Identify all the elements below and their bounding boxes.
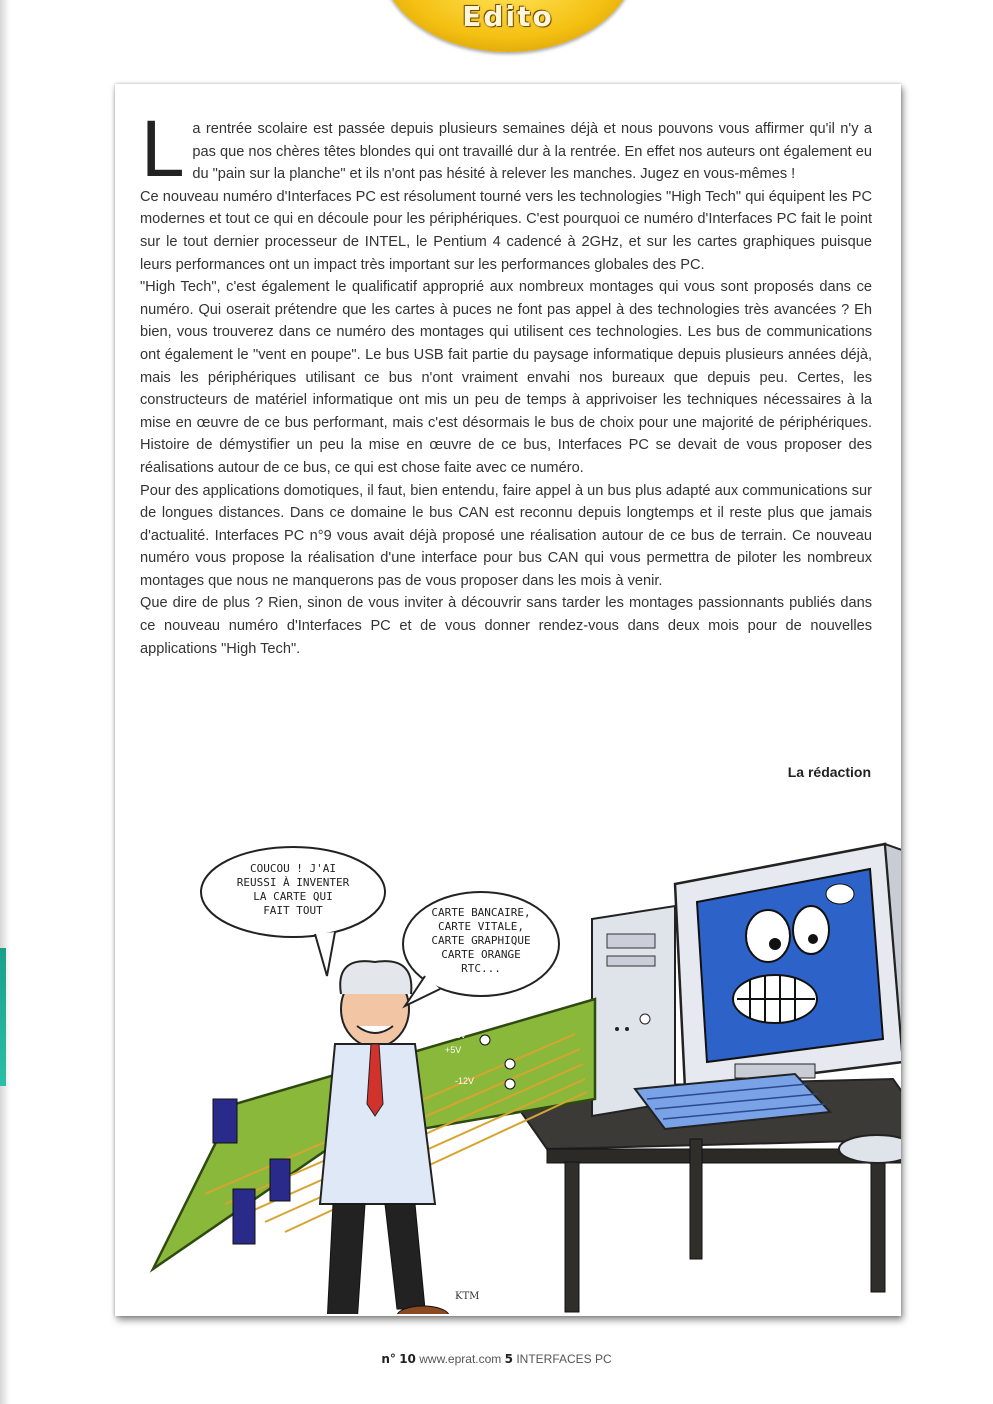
paragraph-text: a rentrée scolaire est passée depuis plusieurs semaines déjà et nous pouvons vous affirmer qu'il n'y a pas que nos chères têtes blondes qui ont travaillé dur à la rentrée. En effet nos auteurs ont également eu du "pain sur la planche" et ils n'ont pas hésité à relever les manches. Jugez en vous-mêmes ! xyxy=(192,121,872,183)
bubble-right-line-5: RTC... xyxy=(461,962,501,975)
article-paragraph-1 xyxy=(140,105,872,194)
magazine-name: INTERFACES PC xyxy=(516,1352,612,1366)
issue-prefix: n° xyxy=(381,1352,396,1366)
bubble-right-line-2: CARTE VITALE, xyxy=(437,920,525,933)
bubble-right-line-1: CARTE BANCAIRE, xyxy=(431,906,531,919)
article-paragraph-3: "High Tech", c'est également le qualificatif approprié aux nombreux montages qui vous sont proposés dans ce numéro. Qui oserait prétendre que les cartes à puces ne font pas appel à des technologies très avancées ? Eh bien, vous trouverez dans ce numéro des montages qui utilisent ces technologies. Les bus de communications ont également le "vent en poupe". Le bus USB fait partie du paysage informatique depuis plusieurs années déjà, mais les périphériques utilisant ce bus n'ont vraiment envahi nos bureaux que depuis peu. Certes, les constructeurs de matériel informatique ont mis un peu de temps à apprivoiser les techniques nécessaires à la mise en œuvre de ce bus performant, mais c'est désormais le bus de choix pour une majorité de périphériques. Histoire de démystifier un peu la mise en œuvre de ce bus, Interfaces PC se devait de vous proposer des réalisations autour de ce bus, ce qui est chose faite avec ce numéro. xyxy=(140,279,872,476)
section-header-tab xyxy=(380,0,636,52)
article-paragraph-4: Pour des applications domotiques, il faut, bien entendu, faire appel à un bus plus adapté aux communications sur de longues distances. Dans ce domaine le bus CAN est reconnu depuis longtemps et il reste plus que jamais d'actualité. Interfaces PC n°9 vous avait déjà proposé une réalisation autour de ce bus de terrain. Ce nouveau numéro vous propose la réalisation d'une interface pour bus CAN qui vous permettra de piloter les nombreux montages que nous ne manquerons pas de vous proposer dans les mois à venir. xyxy=(140,482,872,589)
speech-bubble-inventor xyxy=(201,847,385,976)
page-edge-color-mark xyxy=(0,948,6,1086)
pcb-label-minus-12v: -12V xyxy=(455,1076,475,1086)
bubble-left-line-1: COUCOU ! J'AI xyxy=(249,862,337,875)
monitor xyxy=(675,844,901,1089)
computer-tower xyxy=(592,906,675,1116)
editorial-article xyxy=(140,105,872,660)
cartoon-illustration xyxy=(35,744,901,1314)
bubble-left-line-3: LA CARTE QUI xyxy=(253,890,333,903)
page-number: 5 xyxy=(504,1352,513,1366)
drop-cap: L xyxy=(140,105,183,194)
issue-number: 10 xyxy=(399,1352,416,1366)
bubble-right-line-4: CARTE ORANGE xyxy=(441,948,521,961)
pcb-label-plus-12v: +12V xyxy=(445,1030,467,1040)
bubble-right-line-3: CARTE GRAPHIQUE xyxy=(431,934,531,947)
pcb-label-plus-5v: +5V xyxy=(445,1045,462,1055)
page-gutter-shadow xyxy=(0,0,10,1404)
page-footer xyxy=(0,1352,993,1366)
mouse xyxy=(839,1135,901,1163)
artist-signature: KTM xyxy=(455,1291,480,1302)
article-paragraph-2: Ce nouveau numéro d'Interfaces PC est résolument tourné vers les technologies "High Tech" qui équipent les PC modernes et tout ce qui en découle pour les périphériques. C'est pourquoi ce numéro d'Interfaces PC fait le point sur le tout dernier processeur de INTEL, le Pentium 4 cadencé à 2GHz, et sur les cartes graphiques puisque leurs performances ont un impact très important sur les performances globales des PC. xyxy=(140,188,872,273)
section-title: Edito xyxy=(462,0,554,33)
bubble-left-line-4: FAIT TOUT xyxy=(263,904,323,917)
editorial-panel xyxy=(115,84,901,1316)
inventor-character xyxy=(309,961,449,1314)
website: www.eprat.com xyxy=(419,1352,502,1366)
bubble-left-line-2: REUSSI À INVENTER xyxy=(236,876,350,889)
article-signature: La rédaction xyxy=(787,764,871,780)
speech-bubble-monitor xyxy=(403,892,559,1006)
article-paragraph-5: Que dire de plus ? Rien, sinon de vous inviter à découvrir sans tarder les montages passionnants publiés dans ce nouveau numéro d'Interfaces PC et de vous donner rendez-vous dans deux mois pour de nouvelles applications "High Tech". xyxy=(140,595,872,657)
